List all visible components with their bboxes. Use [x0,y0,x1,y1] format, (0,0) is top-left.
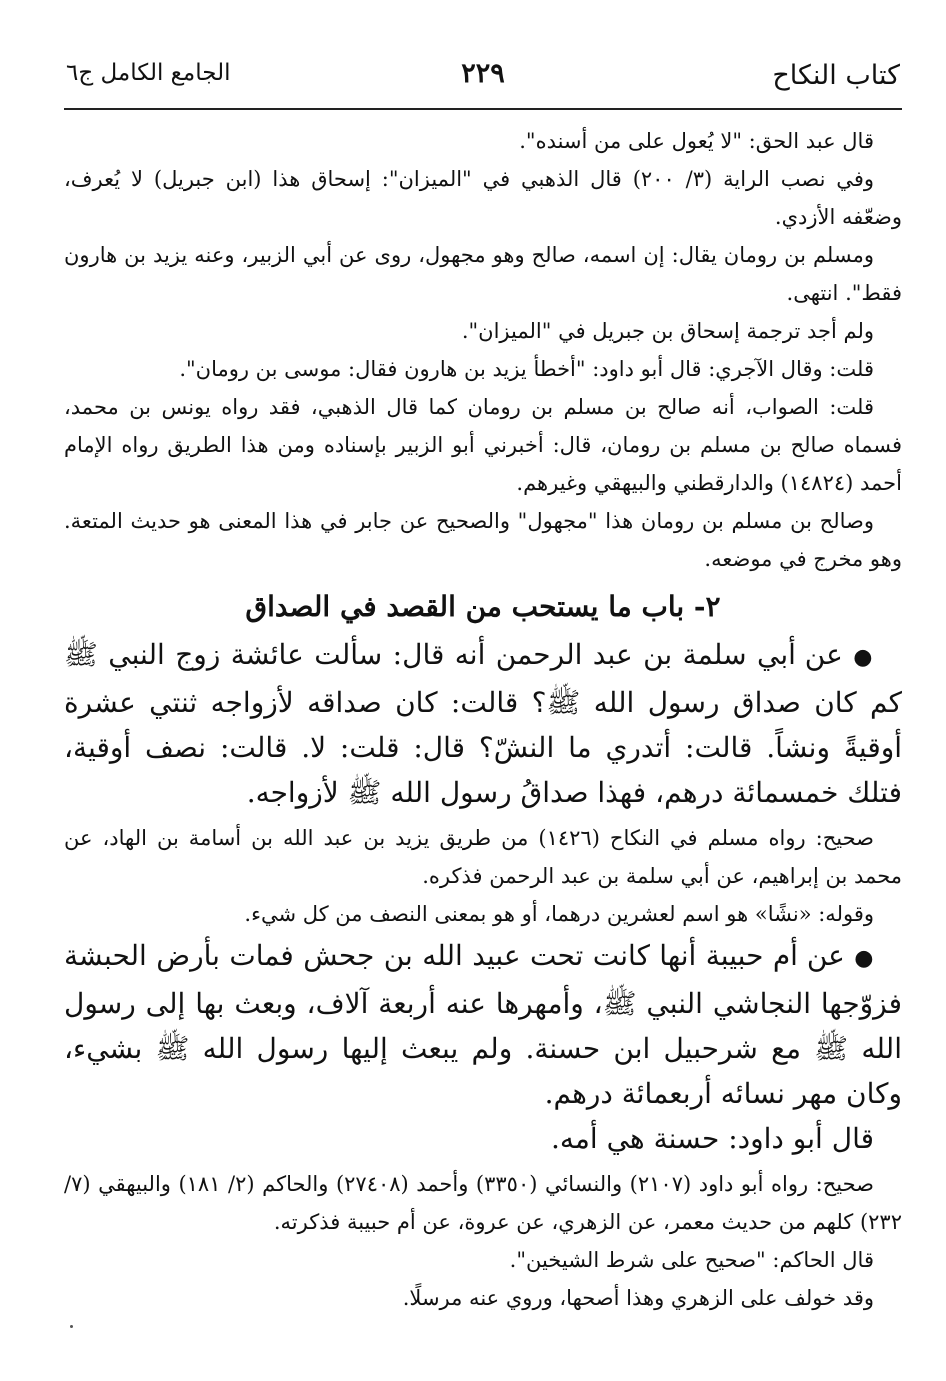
volume-title: الجامع الكامل ج٦ [66,60,231,86]
paragraph: ومسلم بن رومان يقال: إن اسمه، صالح وهو مجهول، روى عن أبي الزبير، وعنه يزيد بن هارون فقط". انتهى. [64,243,902,305]
paragraph: ولم أجد ترجمة إسحاق بن جبريل في "الميزان". [461,319,874,343]
section-heading: ٢- باب ما يستحب من القصد في الصداق [245,590,721,623]
paragraph: قال عبد الحق: "لا يُعول على من أسنده". [519,129,874,153]
hadith-body: عن أم حبيبة أنها كانت تحت عبيد الله بن جحش فمات بأرض الحبشة فزوّجها النجاشي النبي ﷺ، وأمهرها عنه أربعة آلاف، وبعث بها إلى رسول الله ﷺ مع شرحبيل ابن حسنة. ولم يبعث إليها رسول الله ﷺ بشيء، وكان مهر نسائه أربعمائة درهم. [64,939,902,1110]
header-divider [64,108,902,110]
paragraph: وصالح بن مسلم بن رومان هذا "مجهول" والصحيح عن جابر في هذا المعنى هو حديث المتعة. وهو مخرج في موضعه. [64,509,902,571]
bullet-icon: ● [854,946,874,971]
note: صحيح: رواه أبو داود (٢١٠٧) والنسائي (٣٣٥٠) وأحمد (٢٧٤٠٨) والحاكم (٢/ ١٨١) والبيهقي (٧/ ٢٣٢) كلهم من حديث معمر، عن الزهري، عن عروة، عن أم حبيبة فذكرته. [64,1172,902,1234]
hadith-body: عن أبي سلمة بن عبد الرحمن أنه قال: سألت عائشة زوج النبي ﷺ كم كان صداق رسول الله ﷺ؟ قالت: كان صداقه لأزواجه ثنتي عشرة أوقيةً ونشاً. قالت: أتدري ما النشّ؟ قال: قلت: لا. قالت: نصف أوقية، فتلك خمسمائة درهم، فهذا صداقُ رسول الله ﷺ لأزواجه. [64,638,902,809]
page-body [64,122,902,1317]
note: قال الحاكم: "صحيح على شرط الشيخين". [509,1248,874,1272]
note: وقد خولف على الزهري وهذا أصحها، وروي عنه مرسلًا. [402,1286,874,1310]
page-header [66,52,900,96]
paragraph: وفي نصب الراية (٣/ ٢٠٠) قال الذهبي في "الميزان": إسحاق هذا (ابن جبريل) لا يُعرف، وضعّفه الأزدي. [64,167,902,229]
paragraph: قلت: الصواب، أنه صالح بن مسلم بن رومان كما قال الذهبي، فقد رواه يونس بن محمد، فسماه صالح بن مسلم بن رومان، قال: أخبرني أبو الزبير بإسناده ومن هذا الطريق رواه الإمام أحمد (١٤٨٢٤) والدارقطني والبيهقي وغيرهم. [64,395,902,495]
hadith-comment: قال أبو داود: حسنة هي أمه. [550,1122,874,1155]
hadith-text [64,933,902,1116]
page-number: ٢٢٩ [461,58,505,89]
note: صحيح: رواه مسلم في النكاح (١٤٢٦) من طريق يزيد بن عبد الله بن أسامة بن الهاد، عن محمد بن إبراهيم، عن أبي سلمة بن عبد الرحمن فذكره. [64,826,902,888]
book-title: كتاب النكاح [772,60,900,91]
note: وقوله: «نشًا» هو اسم لعشرين درهما، أو هو بمعنى النصف من كل شيء. [244,902,874,926]
paragraph: قلت: وقال الآجري: قال أبو داود: "أخطأ يزيد بن هارون فقال: موسى بن رومان". [179,357,874,381]
bullet-icon: ● [853,645,874,670]
hadith-text [64,632,902,815]
page-speck [70,1325,73,1328]
